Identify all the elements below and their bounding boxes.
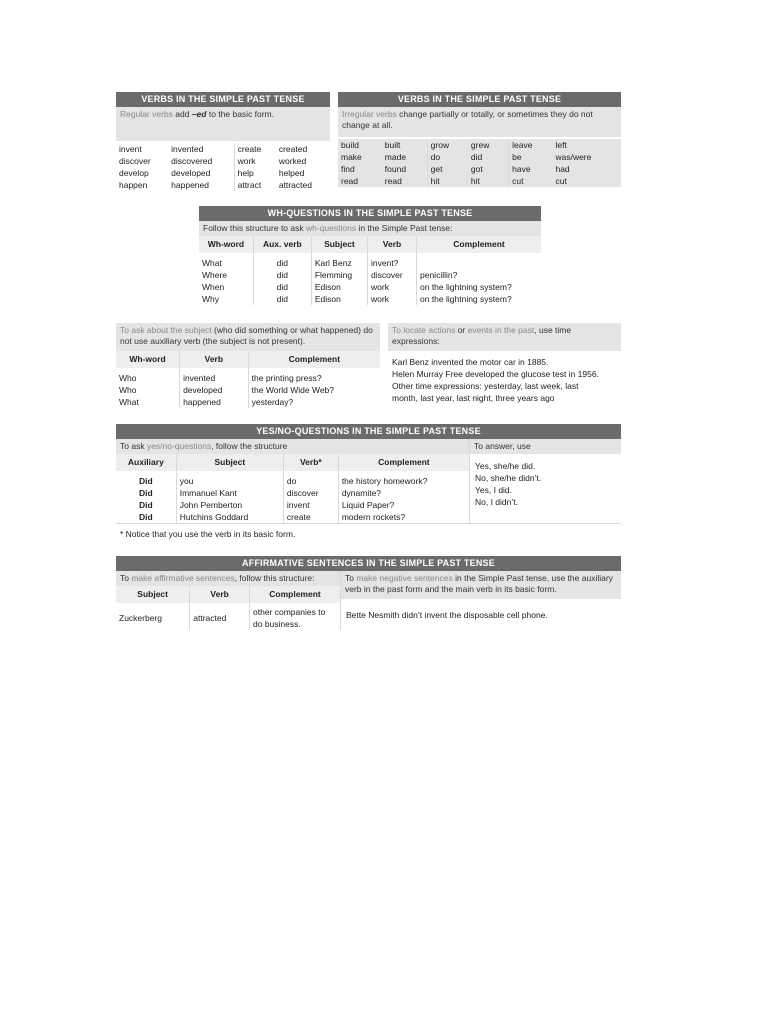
table-cell: happened bbox=[180, 396, 249, 408]
table-row bbox=[116, 396, 380, 408]
table-cell: Who bbox=[116, 368, 180, 384]
table-cell: make bbox=[338, 151, 382, 163]
table-cell: read bbox=[338, 175, 382, 187]
wh-intro-b: in the Simple Past tense: bbox=[356, 223, 453, 233]
regular-verbs-highlight: Regular verbs bbox=[120, 109, 173, 119]
wh-questions-table bbox=[199, 236, 541, 305]
table-cell: Did bbox=[116, 471, 176, 487]
table-cell: Did bbox=[116, 487, 176, 499]
negative-right bbox=[340, 571, 621, 630]
column-header: Wh-word bbox=[199, 236, 253, 253]
column-header: Complement bbox=[417, 236, 542, 253]
answer-line: Yes, I did. bbox=[475, 485, 513, 495]
irregular-verbs-intro bbox=[338, 107, 621, 137]
time-intro-a: To locate actions bbox=[392, 325, 456, 335]
column-header: Complement bbox=[248, 351, 380, 368]
subject-q-highlight: To ask about the subject bbox=[120, 325, 212, 335]
affirmative-header: AFFIRMATIVE SENTENCES IN THE SIMPLE PAST TENSE bbox=[116, 556, 621, 571]
column-header: Verb bbox=[368, 236, 417, 253]
table-row bbox=[116, 511, 469, 523]
column-header: Verb* bbox=[283, 454, 338, 471]
yes-no-intro-a: To ask bbox=[120, 441, 147, 451]
column-header: Subject bbox=[176, 454, 283, 471]
table-cell: cut bbox=[509, 175, 553, 187]
table-cell: built bbox=[382, 139, 427, 151]
table-row bbox=[116, 499, 469, 511]
table-cell: work bbox=[368, 293, 417, 305]
table-cell: the history homework? bbox=[341, 476, 428, 486]
table-cell: hit bbox=[427, 175, 468, 187]
table-cell: made bbox=[382, 151, 427, 163]
answers-list bbox=[470, 454, 621, 508]
time-expressions-lines bbox=[388, 351, 621, 404]
yes-no-answers bbox=[469, 439, 621, 523]
table-cell: attracted bbox=[278, 180, 312, 190]
table-cell: be bbox=[509, 151, 553, 163]
regular-verbs-suffix: –ed bbox=[191, 109, 207, 119]
table-cell: do bbox=[427, 151, 468, 163]
neg-intro-highlight: make negative sentences bbox=[356, 573, 453, 583]
table-cell: find bbox=[338, 163, 382, 175]
regular-verbs-intro-mid: add bbox=[172, 109, 192, 119]
time-intro-c: events in the past bbox=[467, 325, 535, 335]
table-cell: invent? bbox=[368, 253, 417, 269]
table-row bbox=[116, 368, 380, 384]
subject-questions-table bbox=[116, 351, 380, 408]
table-cell: When bbox=[199, 281, 253, 293]
table-cell: did bbox=[253, 293, 311, 305]
table-cell bbox=[417, 253, 542, 269]
table-cell: was/were bbox=[552, 151, 621, 163]
table-cell: modern rockets? bbox=[341, 512, 406, 522]
yes-no-left bbox=[116, 439, 469, 523]
time-line: Helen Murray Free developed the glucose test in 1956. bbox=[392, 369, 599, 379]
table-cell: Edison bbox=[311, 293, 367, 305]
table-cell: yesterday? bbox=[251, 397, 294, 407]
wh-questions-intro bbox=[199, 221, 541, 236]
table-cell: read bbox=[382, 175, 427, 187]
yes-no-table bbox=[116, 454, 469, 523]
table-cell: penicillin? bbox=[420, 270, 458, 280]
table-cell: helped bbox=[278, 168, 305, 178]
answer-label: To answer, use bbox=[470, 439, 621, 454]
regular-verbs-table bbox=[116, 143, 330, 191]
table-cell: invent bbox=[283, 499, 338, 511]
table-cell: Edison bbox=[311, 281, 367, 293]
table-row bbox=[199, 293, 541, 305]
table-header-row bbox=[116, 351, 380, 368]
time-line: month, last year, last night, three years ago bbox=[392, 393, 555, 403]
yes-no-intro bbox=[116, 439, 469, 454]
table-row bbox=[338, 151, 621, 163]
table-cell: work bbox=[237, 156, 256, 166]
table-cell: Where bbox=[199, 269, 253, 281]
time-expressions-intro bbox=[388, 323, 621, 351]
table-cell: on the lightning system? bbox=[420, 294, 512, 304]
table-cell: discover bbox=[368, 269, 417, 281]
affirmative-body bbox=[116, 571, 621, 630]
answer-line: No, I didn’t. bbox=[475, 497, 518, 507]
subject-questions-section bbox=[116, 323, 380, 408]
table-cell: dynamite? bbox=[341, 488, 382, 498]
table-cell: created bbox=[278, 144, 308, 154]
table-cell: Did bbox=[116, 499, 176, 511]
verb-note: * Notice that you use the verb in its basic form. bbox=[116, 523, 621, 540]
table-cell: did bbox=[253, 253, 311, 269]
affirmative-table bbox=[116, 586, 340, 630]
table-cell: attracted bbox=[190, 603, 250, 630]
column-header: Verb bbox=[180, 351, 249, 368]
table-cell: build bbox=[338, 139, 382, 151]
table-row bbox=[116, 143, 330, 155]
table-row bbox=[116, 471, 469, 487]
table-cell: invented bbox=[168, 143, 234, 155]
table-cell: create bbox=[237, 144, 262, 154]
regular-verbs-section bbox=[116, 92, 330, 191]
column-header: Verb bbox=[190, 586, 250, 603]
table-cell: developed bbox=[180, 384, 249, 396]
time-intro-d: , use time expressions: bbox=[392, 325, 572, 346]
yes-no-intro-highlight: yes/no-questions bbox=[146, 441, 212, 451]
table-cell: did bbox=[468, 151, 509, 163]
affirm-intro-a: To bbox=[120, 573, 132, 583]
affirm-intro-b: , follow this structure: bbox=[234, 573, 315, 583]
time-expressions-section bbox=[388, 323, 621, 404]
irregular-verbs-table bbox=[338, 139, 621, 187]
table-cell: discover bbox=[119, 156, 151, 166]
table-cell: develop bbox=[119, 168, 149, 178]
table-header-row bbox=[199, 236, 541, 253]
neg-intro-a: To bbox=[345, 573, 357, 583]
time-intro-b: or bbox=[455, 325, 468, 335]
table-cell: attract bbox=[237, 180, 262, 190]
table-cell: cut bbox=[552, 175, 621, 187]
yes-no-intro-b: , follow the structure bbox=[211, 441, 288, 451]
table-row bbox=[199, 253, 541, 269]
table-cell: the printing press? bbox=[251, 373, 322, 383]
affirmative-section bbox=[116, 556, 621, 630]
table-cell: other companies to do business. bbox=[253, 607, 326, 629]
negative-example: Bette Nesmith didn’t invent the disposable cell phone. bbox=[346, 610, 548, 620]
table-cell: get bbox=[427, 163, 468, 175]
column-header: Aux. verb bbox=[253, 236, 311, 253]
table-cell: leave bbox=[509, 139, 553, 151]
table-cell: hit bbox=[468, 175, 509, 187]
table-cell: happened bbox=[168, 179, 234, 191]
table-cell: got bbox=[468, 163, 509, 175]
table-cell: did bbox=[253, 269, 311, 281]
time-line: Karl Benz invented the motor car in 1885. bbox=[392, 357, 549, 367]
table-cell: Liquid Paper? bbox=[341, 500, 395, 510]
table-cell: Who bbox=[116, 384, 180, 396]
yes-no-questions-section bbox=[116, 424, 621, 540]
table-cell: Why bbox=[199, 293, 253, 305]
wh-questions-section bbox=[199, 206, 541, 305]
wh-questions-header: WH-QUESTIONS IN THE SIMPLE PAST TENSE bbox=[199, 206, 541, 221]
table-cell: Flemming bbox=[311, 269, 367, 281]
irregular-verbs-header: VERBS IN THE SIMPLE PAST TENSE bbox=[338, 92, 621, 107]
affirm-intro-highlight: make affirmative sentences bbox=[131, 573, 235, 583]
table-cell: help bbox=[237, 168, 254, 178]
irregular-verbs-highlight: Irregular verbs bbox=[342, 109, 397, 119]
column-header: Complement bbox=[250, 586, 341, 603]
table-row bbox=[338, 175, 621, 187]
affirmative-intro bbox=[116, 571, 340, 586]
table-cell: invented bbox=[180, 368, 249, 384]
neg-intro-b: in the Simple Past tense, use the auxiliary verb in the past form and the main verb in its basic form. bbox=[345, 573, 613, 594]
table-row bbox=[116, 487, 469, 499]
wh-intro-highlight: wh-questions bbox=[305, 223, 357, 233]
yes-no-body bbox=[116, 439, 621, 523]
table-cell: did bbox=[253, 281, 311, 293]
answer-line: Yes, she/he did. bbox=[475, 461, 536, 471]
table-cell: grew bbox=[468, 139, 509, 151]
time-line: Other time expressions: yesterday, last week, last bbox=[392, 381, 579, 391]
table-cell: happen bbox=[119, 180, 148, 190]
table-row bbox=[116, 155, 330, 167]
table-cell: Hutchins Goddard bbox=[176, 511, 283, 523]
subject-questions-intro bbox=[116, 323, 380, 351]
yes-no-header: YES/NO-QUESTIONS IN THE SIMPLE PAST TENSE bbox=[116, 424, 621, 439]
table-row bbox=[116, 603, 340, 630]
regular-verbs-intro-end: to the basic form. bbox=[206, 109, 275, 119]
column-header: Subject bbox=[311, 236, 367, 253]
regular-verbs-intro bbox=[116, 107, 330, 141]
table-cell: left bbox=[552, 139, 621, 151]
table-row bbox=[199, 281, 541, 293]
column-header: Complement bbox=[338, 454, 469, 471]
table-cell: discovered bbox=[168, 155, 234, 167]
table-row bbox=[116, 179, 330, 191]
table-row bbox=[338, 163, 621, 175]
column-header: Auxiliary bbox=[116, 454, 176, 471]
table-row bbox=[338, 139, 621, 151]
table-cell: found bbox=[382, 163, 427, 175]
table-cell: work bbox=[368, 281, 417, 293]
answer-line: No, she/he didn’t. bbox=[475, 473, 542, 483]
wh-intro-a: Follow this structure to ask bbox=[203, 223, 306, 233]
table-cell: have bbox=[509, 163, 553, 175]
table-cell: worked bbox=[278, 156, 307, 166]
column-header: Wh-word bbox=[116, 351, 180, 368]
affirmative-left bbox=[116, 571, 340, 630]
column-header: Subject bbox=[116, 586, 190, 603]
table-cell: had bbox=[552, 163, 621, 175]
table-cell: Zuckerberg bbox=[116, 603, 190, 630]
subject-q-intro-rest: (who did something or what happened) do not use auxiliary verb (the subject is not present). bbox=[120, 325, 373, 346]
table-cell: on the lightning system? bbox=[420, 282, 512, 292]
table-cell: developed bbox=[168, 167, 234, 179]
table-cell: you bbox=[176, 471, 283, 487]
table-cell: do bbox=[283, 471, 338, 487]
irregular-verbs-intro-rest: change partially or totally, or sometimes they do not change at all. bbox=[342, 109, 593, 130]
table-cell: Karl Benz bbox=[311, 253, 367, 269]
negative-intro bbox=[341, 571, 621, 599]
table-cell: John Pemberton bbox=[176, 499, 283, 511]
table-cell: What bbox=[116, 396, 180, 408]
table-cell: Did bbox=[116, 511, 176, 523]
table-cell: create bbox=[283, 511, 338, 523]
irregular-verbs-section bbox=[338, 92, 621, 187]
table-cell: discover bbox=[283, 487, 338, 499]
regular-verbs-header: VERBS IN THE SIMPLE PAST TENSE bbox=[116, 92, 330, 107]
table-cell: grow bbox=[427, 139, 468, 151]
table-header-row bbox=[116, 586, 340, 603]
table-row bbox=[199, 269, 541, 281]
table-cell: invent bbox=[119, 144, 142, 154]
table-cell: the World Wide Web? bbox=[251, 385, 335, 395]
table-row bbox=[116, 167, 330, 179]
table-cell: Immanuel Kant bbox=[176, 487, 283, 499]
table-cell: What bbox=[199, 253, 253, 269]
table-header-row bbox=[116, 454, 469, 471]
table-row bbox=[116, 384, 380, 396]
